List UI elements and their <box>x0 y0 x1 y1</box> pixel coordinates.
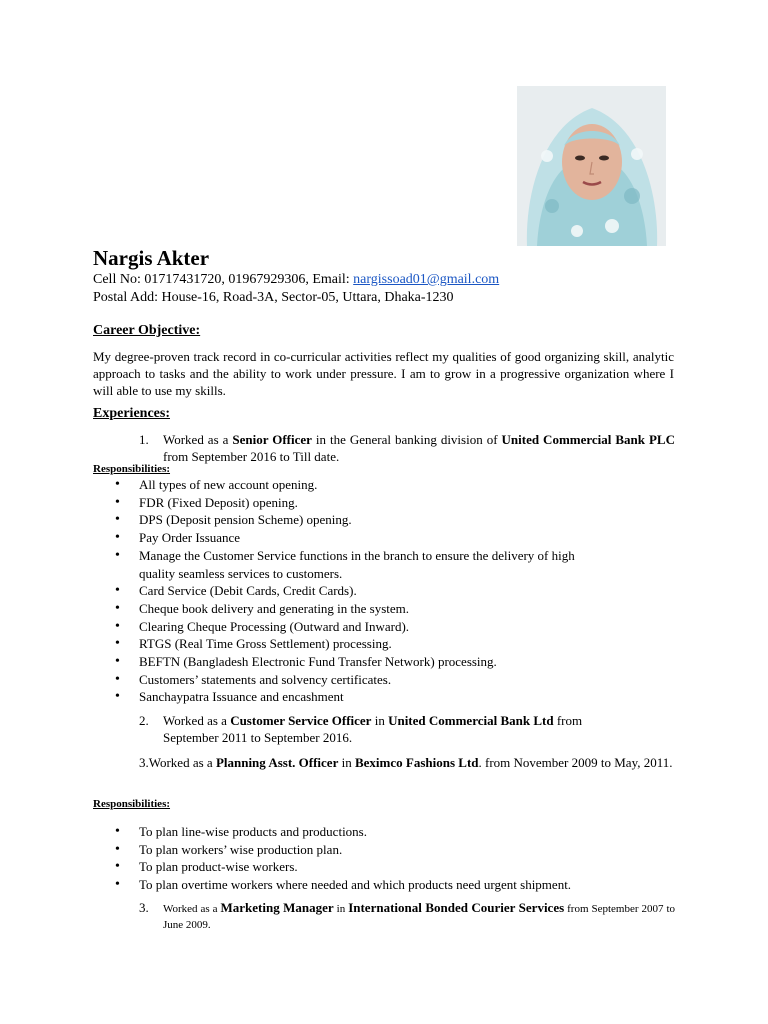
responsibilities-heading-1: Responsibilities: <box>93 463 171 475</box>
job-3-org: Beximco Fashions Ltd <box>354 755 479 770</box>
list-item: • To plan line-wise products and productions. <box>93 823 673 841</box>
responsibilities-heading-2: Responsibilities: <box>93 798 171 810</box>
job-4-prefix: Worked as a <box>163 903 221 915</box>
list-item: • Customers’ statements and solvency certificates. <box>93 671 673 689</box>
responsibilities-list-2 <box>93 823 673 894</box>
list-item: • All types of new account opening. <box>93 476 673 494</box>
list-item: • DPS (Deposit pension Scheme) opening. <box>93 511 673 529</box>
job-1-mid: in the General banking division of <box>311 432 502 447</box>
job-4-mid: in <box>333 903 349 915</box>
job-4-dates: from September 2007 to June 2009. <box>163 903 675 931</box>
job-1-text <box>163 431 675 465</box>
list-item: • Card Service (Debit Cards, Credit Cards). <box>93 582 673 600</box>
cell-numbers: 01717431720, 01967929306 <box>144 272 306 287</box>
email-link[interactable]: nargissoad01@gmail.com <box>353 272 500 287</box>
job-1-dates: from September 2016 to Till date. <box>163 449 340 464</box>
job-2-mid: in <box>371 713 389 728</box>
job-3 <box>139 754 675 771</box>
job-1-role: Senior Officer <box>232 432 312 447</box>
responsibilities-list-1 <box>93 476 673 706</box>
list-item: • To plan product-wise workers. <box>93 858 673 876</box>
postal-address: Postal Add: House-16, Road-3A, Sector-05, Uttara, Dhaka-1230 <box>93 290 454 305</box>
list-item: • To plan workers’ wise production plan. <box>93 841 673 859</box>
profile-photo <box>517 86 666 246</box>
job-1-number: 1. <box>139 432 149 447</box>
job-1-prefix: Worked as a <box>163 432 233 447</box>
list-item: • BEFTN (Bangladesh Electronic Fund Transfer Network) processing. <box>93 653 673 671</box>
job-3-role: Planning Asst. Officer <box>215 755 339 770</box>
job-1 <box>139 431 675 465</box>
list-item: • To plan overtime workers where needed and which products need urgent shipment. <box>93 876 673 894</box>
job-2-prefix: Worked as a <box>163 713 231 728</box>
list-item: • RTGS (Real Time Gross Settlement) processing. <box>93 635 673 653</box>
job-1-org: United Commercial Bank PLC <box>501 432 675 447</box>
list-item: • Pay Order Issuance <box>93 529 673 547</box>
career-objective-heading: Career Objective: <box>93 323 201 338</box>
job-2-text <box>163 712 675 746</box>
career-objective-text: My degree-proven track record in co-curricular activities reflect my qualities of good organizing skill, analytic approach to tasks and the ability to work under pressure. I am to grow in a progressive organization where I will able to use my skills. <box>93 349 674 398</box>
candidate-name: Nargis Akter <box>93 246 210 270</box>
portrait-image <box>517 86 666 246</box>
job-4-number: 3. <box>139 900 149 915</box>
list-item: • Sanchaypatra Issuance and encashment <box>93 688 673 706</box>
list-item: • Clearing Cheque Processing (Outward and Inward). <box>93 618 673 636</box>
job-2-org: United Commercial Bank Ltd <box>388 713 554 728</box>
job-4-text <box>163 900 675 933</box>
job-4-role: Marketing Manager <box>220 900 334 915</box>
list-item: • Cheque book delivery and generating in the system. <box>93 600 673 618</box>
job-3-dates: . from November 2009 to May, 2011. <box>478 755 673 770</box>
list-item: • FDR (Fixed Deposit) opening. <box>93 494 673 512</box>
job-4 <box>139 900 675 933</box>
job-3-prefix: 3.Worked as a <box>139 755 216 770</box>
job-2-role: Customer Service Officer <box>230 713 372 728</box>
job-3-mid: in <box>338 755 355 770</box>
list-item: • Manage the Customer Service functions in the branch to ensure the delivery of high quality seamless services to customers. <box>93 547 673 582</box>
cell-label: Cell No: <box>93 272 145 287</box>
email-label: , Email: <box>305 272 354 287</box>
job-2-number: 2. <box>139 713 149 728</box>
job-2-dates: from September 2011 to September 2016. <box>163 713 583 745</box>
experiences-heading: Experiences: <box>93 406 170 421</box>
contact-line <box>93 271 499 288</box>
job-4-org: International Bonded Courier Services <box>348 900 565 915</box>
job-2 <box>139 712 675 746</box>
